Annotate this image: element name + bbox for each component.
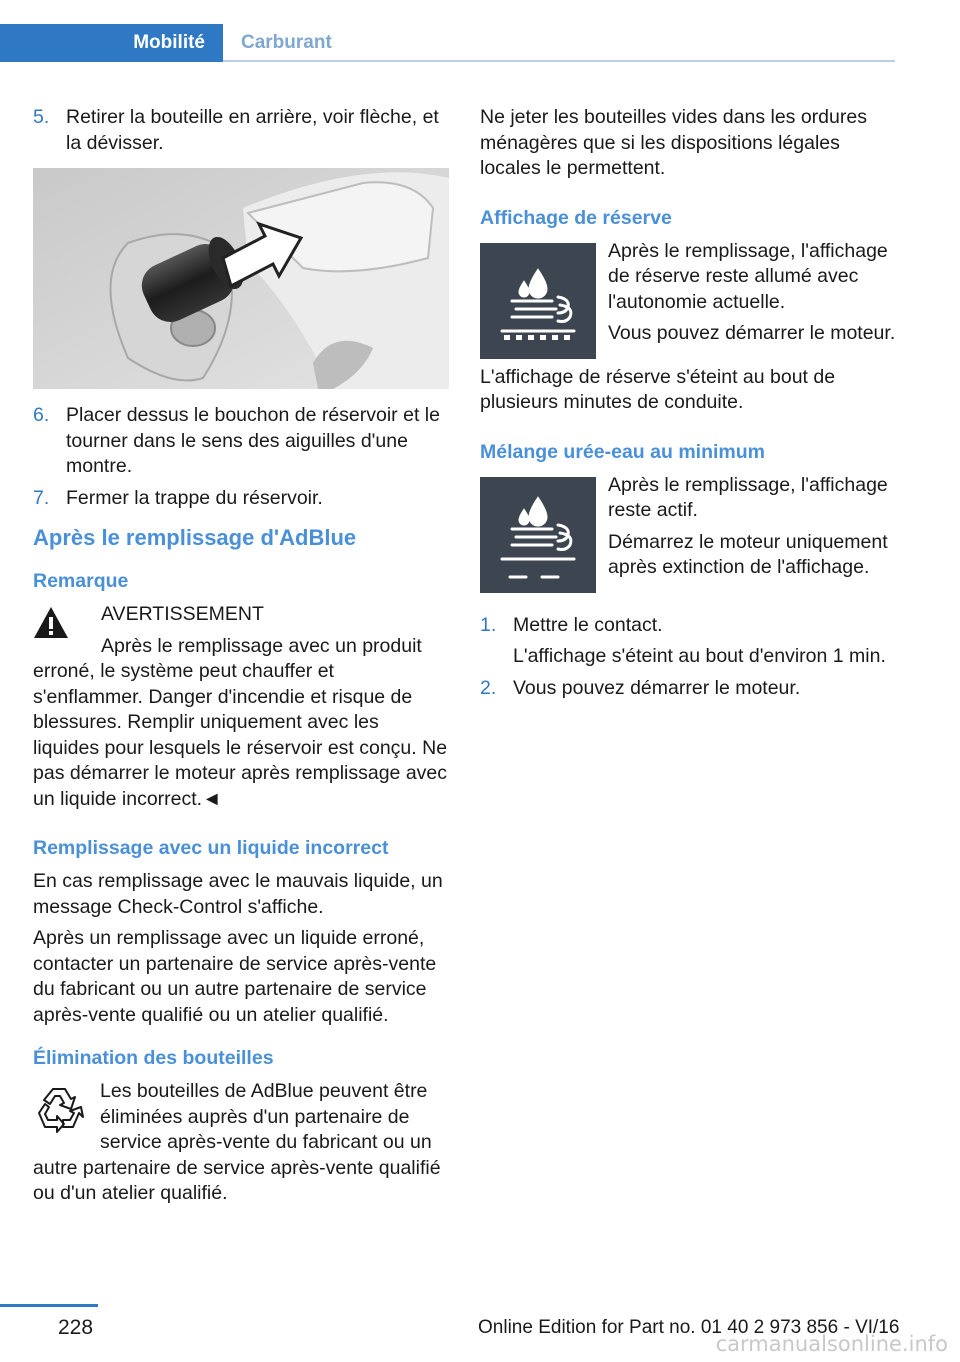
step-1 bbox=[480, 613, 896, 639]
step-1-detail: L'affichage s'éteint au bout d'environ 1 min. bbox=[513, 645, 886, 667]
right-column bbox=[480, 105, 896, 707]
adblue-bottle-illustration bbox=[33, 168, 449, 389]
step-text: Placer dessus le bouchon de réservoir et le tourner dans le sens des aiguilles d'une montre. bbox=[66, 404, 440, 477]
minimum-block bbox=[480, 473, 896, 599]
wrong-liquid-paragraph-1: En cas remplissage avec le mauvais liquide, un message Check-Control s'affiche. bbox=[33, 870, 443, 918]
recycle-icon bbox=[33, 1083, 85, 1135]
adblue-minimum-icon bbox=[480, 477, 596, 593]
disposal-intro: Ne jeter les bouteilles vides dans les ordures ménagères que si les dispositions légales locales le permettent. bbox=[480, 106, 867, 179]
warning-text: Après le remplissage avec un produit erroné, le système peut chauffer et s'enflammer. Danger d'incendie et risque de blessures. Remplir uniquement avec les liquides pour lesquels le réservoir est conçu. Ne pas démarrer le moteur après remplissage avec un liquide incorrect.◄ bbox=[33, 634, 448, 810]
step-text: Fermer la trappe du réservoir. bbox=[66, 486, 323, 509]
minimum-paragraph-2: Démarrez le moteur uniquement après extinction de l'affichage. bbox=[608, 530, 888, 578]
reserve-paragraph-3: L'affichage de réserve s'éteint au bout de plusieurs minutes de conduite. bbox=[480, 365, 836, 413]
step-number: 5. bbox=[33, 106, 50, 128]
disposal-title: Élimination des bouteilles bbox=[33, 1047, 274, 1069]
step-number: 7. bbox=[33, 486, 50, 509]
chapter-header bbox=[0, 24, 895, 62]
tab-mobilite[interactable]: Mobilité bbox=[0, 24, 223, 62]
step-text: Vous pouvez démarrer le moteur. bbox=[513, 676, 801, 699]
step-5 bbox=[33, 105, 449, 156]
warning-block bbox=[33, 602, 449, 818]
step-7 bbox=[33, 486, 449, 512]
remark-title: Remarque bbox=[33, 570, 129, 592]
step-number: 2. bbox=[480, 676, 497, 699]
edition-note: Online Edition for Part no. 01 40 2 973 856 - VI/16 bbox=[478, 1317, 900, 1338]
watermark: carmanualsonline.info bbox=[715, 1332, 948, 1356]
minimum-paragraph-1: Après le remplissage, l'affichage reste actif. bbox=[608, 473, 888, 521]
reserve-paragraph-2: Vous pouvez démarrer le moteur. bbox=[608, 322, 896, 344]
step-number: 6. bbox=[33, 404, 50, 426]
disposal-block bbox=[33, 1079, 449, 1213]
page-number: 228 bbox=[58, 1316, 94, 1339]
reserve-paragraph-1: Après le remplissage, l'affichage de réserve reste allumé avec l'autonomie actuelle. bbox=[608, 239, 888, 313]
footer-accent-line bbox=[0, 1304, 98, 1307]
left-column bbox=[33, 105, 449, 1213]
adblue-bottle-photo bbox=[33, 168, 449, 389]
section-title: Après le remplissage d'AdBlue bbox=[33, 525, 357, 550]
wrong-liquid-title: Remplissage avec un liquide incorrect bbox=[33, 837, 389, 859]
adblue-reserve-icon bbox=[480, 243, 596, 359]
minimum-title: Mélange urée-eau au minimum bbox=[480, 440, 765, 463]
wrong-liquid-paragraph-2: Après un remplissage avec un liquide erroné, contacter un partenaire de service après-vente du fabricant ou un autre partenaire de service après-vente qualifié ou un atelier qualifié. bbox=[33, 927, 437, 1026]
step-6 bbox=[33, 403, 449, 480]
reserve-title: Affichage de réserve bbox=[480, 206, 672, 229]
step-text: Mettre le contact. bbox=[513, 613, 663, 636]
step-number: 1. bbox=[480, 613, 497, 636]
warning-label: AVERTISSEMENT bbox=[101, 603, 264, 625]
tab-carburant[interactable]: Carburant bbox=[241, 32, 332, 53]
warning-triangle-icon bbox=[33, 605, 69, 641]
step-2 bbox=[480, 676, 896, 702]
step-text: Retirer la bouteille en arrière, voir flèche, et la dévisser. bbox=[66, 106, 439, 154]
disposal-text: Les bouteilles de AdBlue peuvent être éliminées auprès d'un partenaire de service après-vente du fabricant ou un autre partenaire de service après-vente qualifié ou d'un atelier qualifié. bbox=[33, 1080, 441, 1204]
reserve-block bbox=[480, 239, 896, 365]
